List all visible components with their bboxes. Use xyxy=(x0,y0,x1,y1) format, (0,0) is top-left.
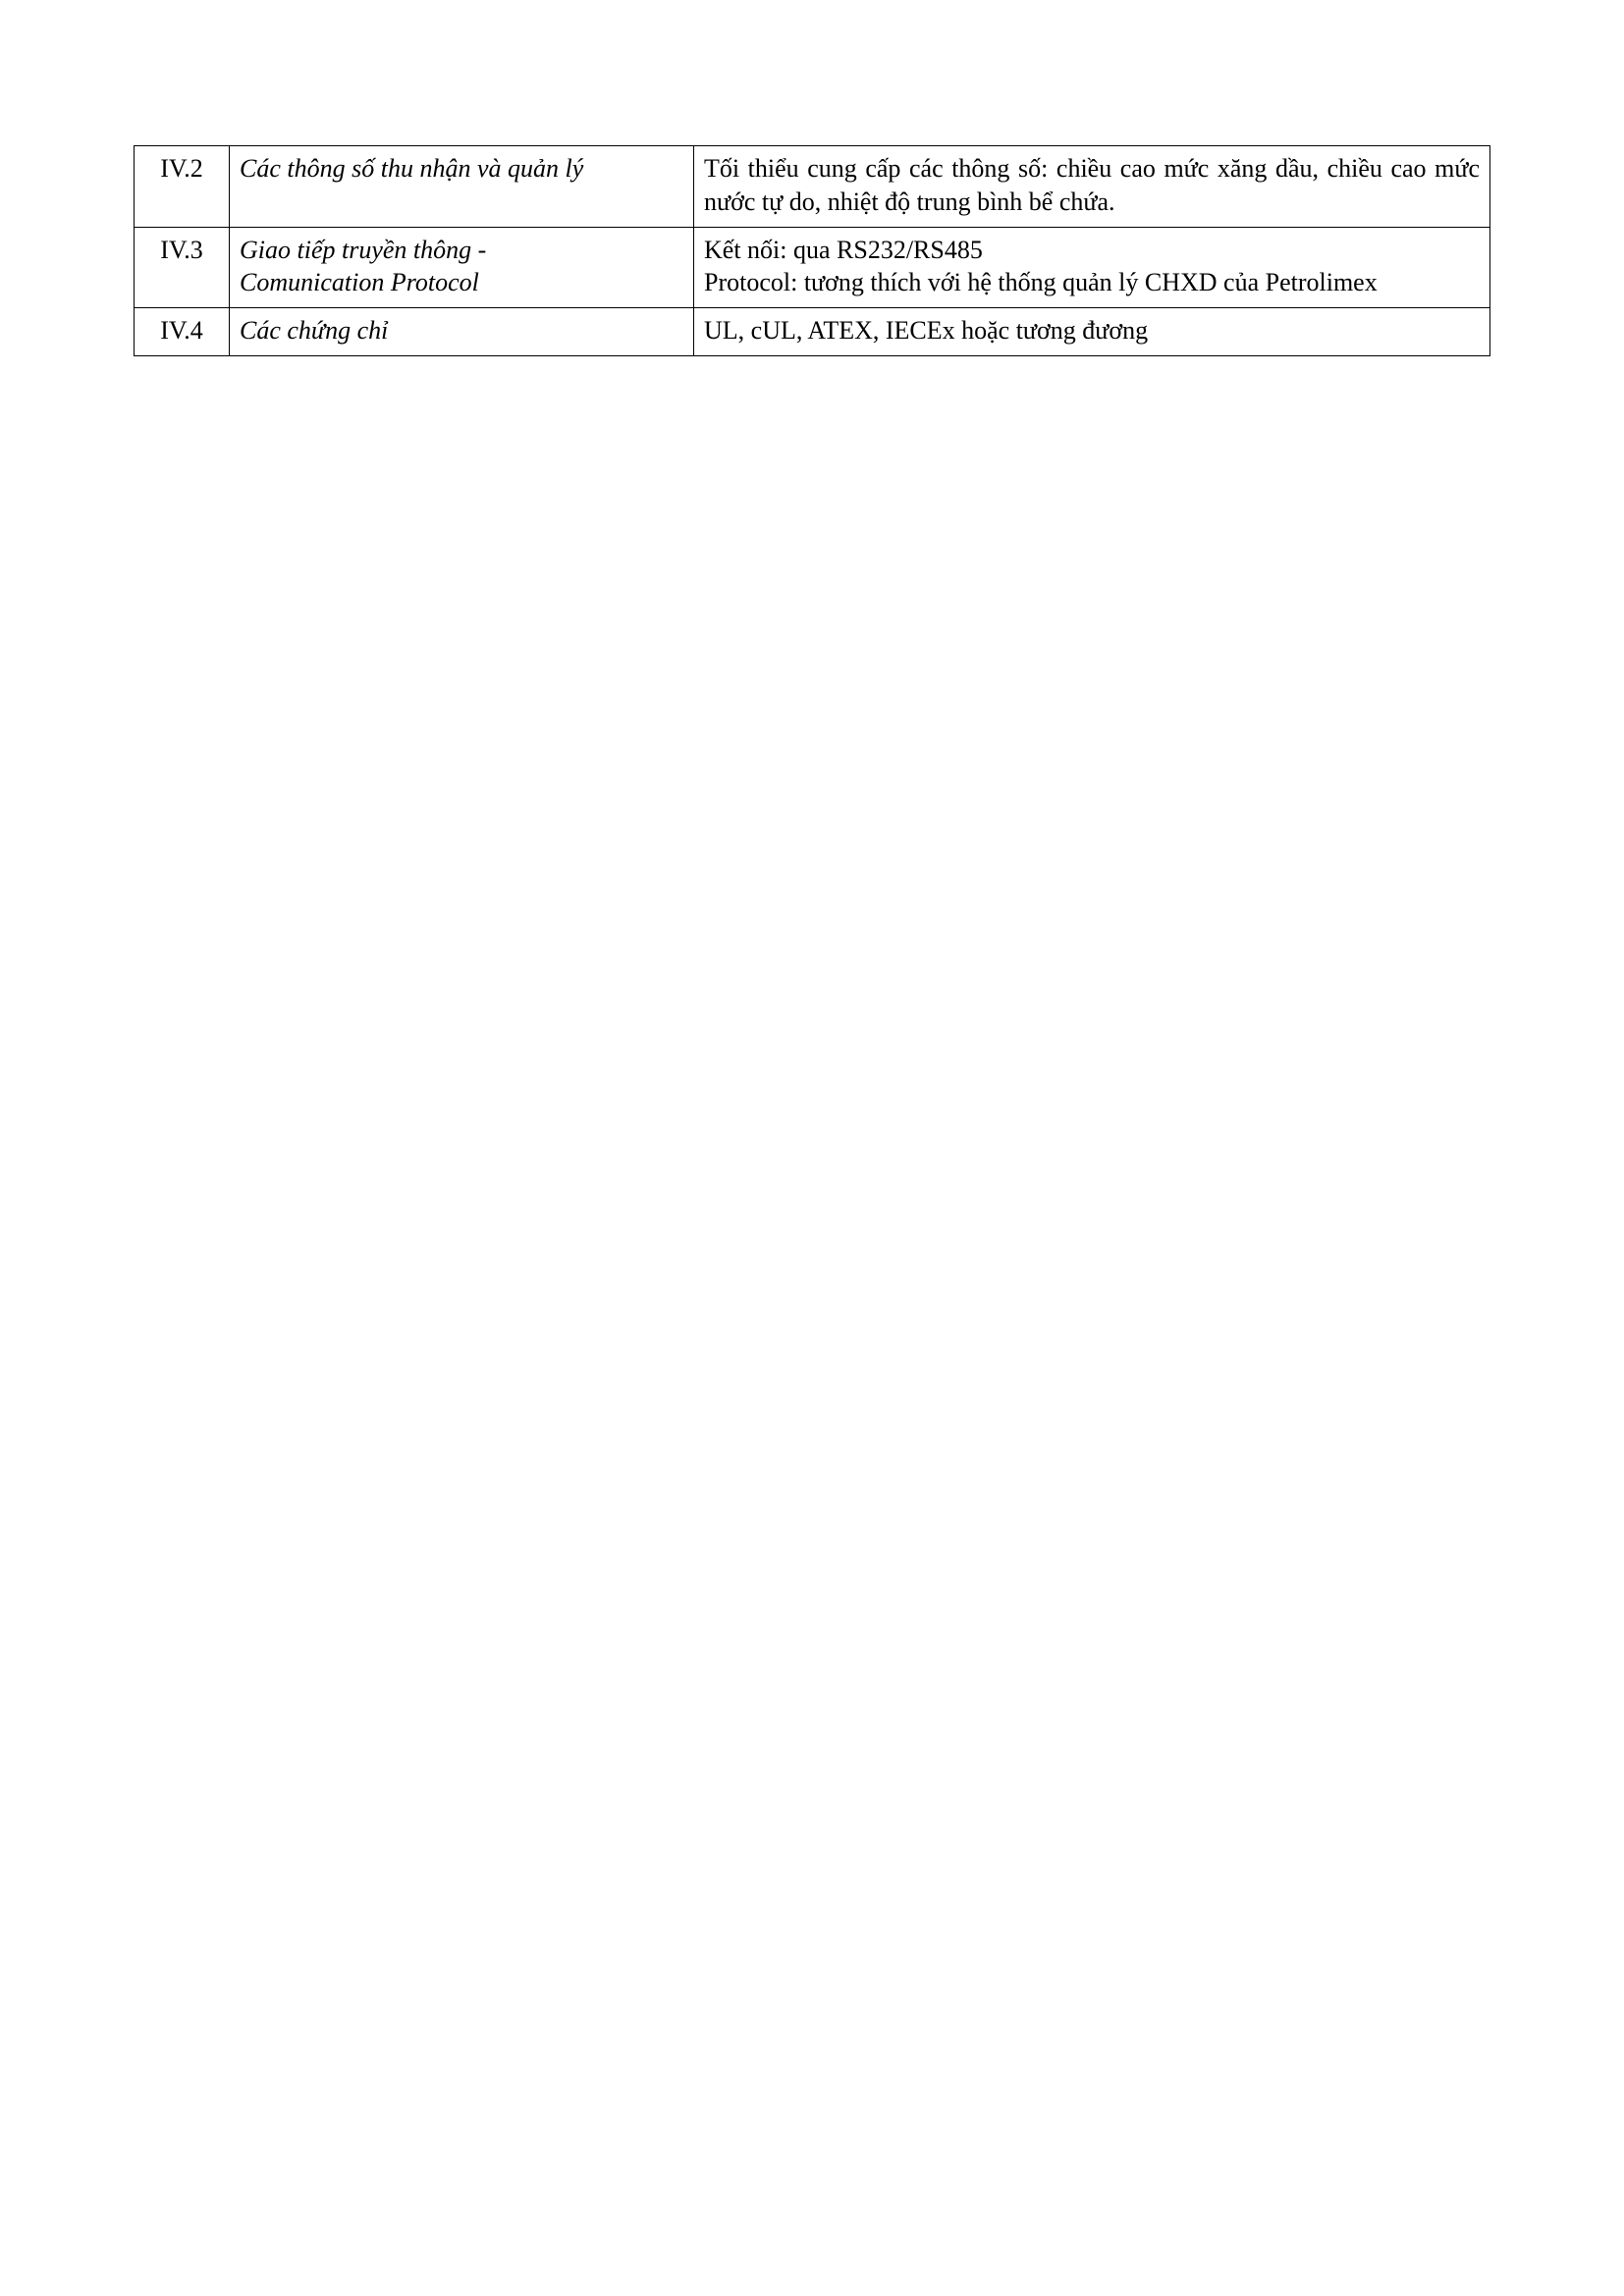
row-code-cell: IV.4 xyxy=(135,308,230,356)
row-code-cell: IV.2 xyxy=(135,146,230,228)
specification-table xyxy=(134,145,1490,356)
row-value-cell xyxy=(694,227,1490,308)
table-row xyxy=(135,227,1490,308)
row-value-cell xyxy=(694,146,1490,228)
value-line: Tối thiểu cung cấp các thông số: chiều cao mức xăng dầu, chiều cao mức nước tự do, nhiệt độ trung bình bể chứa. xyxy=(704,154,1480,216)
row-name-cell xyxy=(230,227,694,308)
table-row xyxy=(135,146,1490,228)
value-line: Kết nối: qua RS232/RS485 xyxy=(704,235,983,264)
name-line: Giao tiếp truyền thông - xyxy=(240,235,487,264)
value-line: UL, cUL, ATEX, IECEx hoặc tương đương xyxy=(704,316,1149,346)
row-value-cell xyxy=(694,308,1490,356)
row-name-cell: Các chứng chỉ xyxy=(230,308,694,356)
name-line: Comunication Protocol xyxy=(240,268,479,297)
row-code-cell: IV.3 xyxy=(135,227,230,308)
row-name-cell: Các thông số thu nhận và quản lý xyxy=(230,146,694,228)
table-row xyxy=(135,308,1490,356)
value-line: Protocol: tương thích với hệ thống quản lý CHXD của Petrolimex xyxy=(704,268,1378,297)
